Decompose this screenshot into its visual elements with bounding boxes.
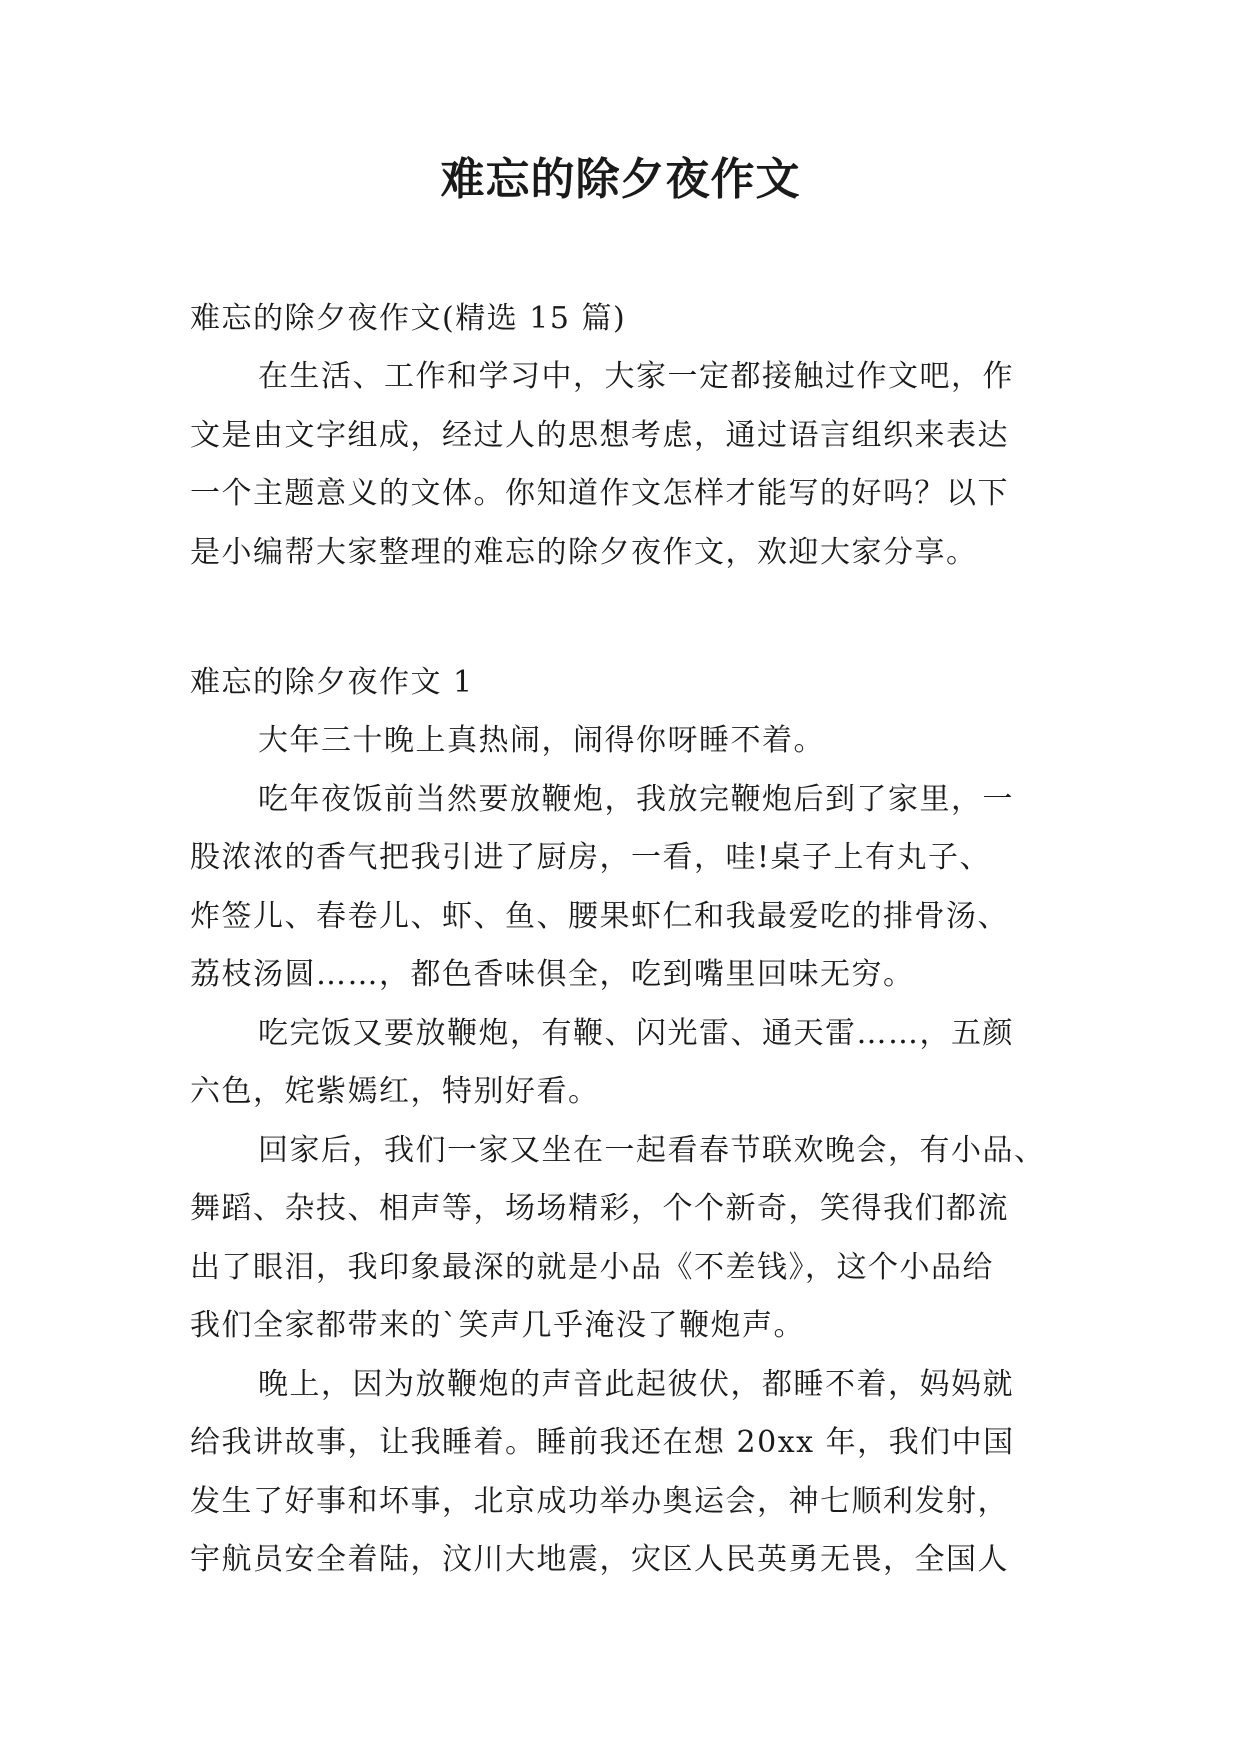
text-line: 吃年夜饭前当然要放鞭炮，我放完鞭炮后到了家里，一 — [258, 781, 1014, 817]
text-line: 文是由文字组成，经过人的思想考虑，通过语言组织来表达 — [190, 417, 1009, 453]
text-line: 我们全家都带来的`笑声几乎淹没了鞭炮声。 — [190, 1308, 805, 1343]
text-line: 出了眼泪，我印象最深的就是小品《不差钱》，这个小品给 — [190, 1249, 994, 1285]
text-line: 给我讲故事，让我睡着。睡前我还在想 20xx 年，我们中国 — [190, 1425, 1015, 1460]
text-line: 晚上，因为放鞭炮的声音此起彼伏，都睡不着，妈妈就 — [258, 1366, 1014, 1402]
text-line: 荔枝汤圆……，都色香味俱全，吃到嘴里回味无穷。 — [190, 957, 915, 992]
text-line: 是小编帮大家整理的难忘的除夕夜作文，欢迎大家分享。 — [190, 534, 978, 570]
essay-paragraph — [190, 771, 1070, 1005]
text-line: 回家后，我们一家又坐在一起看春节联欢晚会，有小品、 — [258, 1132, 1046, 1168]
text-line: 股浓浓的香气把我引进了厨房，一看，哇!桌子上有丸子、 — [190, 840, 992, 875]
text-line: 六色，姹紫嫣红，特别好看。 — [190, 1074, 600, 1109]
text-line: 吃完饭又要放鞭炮，有鞭、闪光雷、通天雷……，五颜 — [258, 1015, 1014, 1051]
section-spacer — [190, 582, 1070, 654]
text-line: 炸签儿、春卷儿、虾、鱼、腰果虾仁和我最爱吃的排骨汤、 — [190, 898, 1009, 934]
text-line: 一个主题意义的文体。你知道作文怎样才能写的好吗？以下 — [190, 476, 1009, 511]
essay-paragraph — [190, 1356, 1070, 1590]
text-line: 舞蹈、杂技、相声等，场场精彩，个个新奇，笑得我们都流 — [190, 1191, 1009, 1226]
text-line: 发生了好事和坏事，北京成功举办奥运会，神七顺利发射， — [190, 1483, 1009, 1519]
essay-paragraph — [190, 1005, 1070, 1122]
collection-subtitle: 难忘的除夕夜作文(精选 15 篇) — [190, 301, 627, 336]
essay-heading: 难忘的除夕夜作文 1 — [190, 665, 474, 700]
text-line: 在生活、工作和学习中，大家一定都接触过作文吧，作 — [258, 359, 1014, 394]
text-line: 宇航员安全着陆，汶川大地震，灾区人民英勇无畏，全国人 — [190, 1542, 1009, 1577]
document-body — [190, 290, 1070, 1590]
essay-paragraph — [190, 1122, 1070, 1356]
text-line: 大年三十晚上真热闹，闹得你呀睡不着。 — [258, 723, 825, 758]
document-title: 难忘的除夕夜作文 — [440, 154, 801, 205]
intro-paragraph — [190, 348, 1070, 582]
essay-paragraph — [190, 712, 1070, 771]
